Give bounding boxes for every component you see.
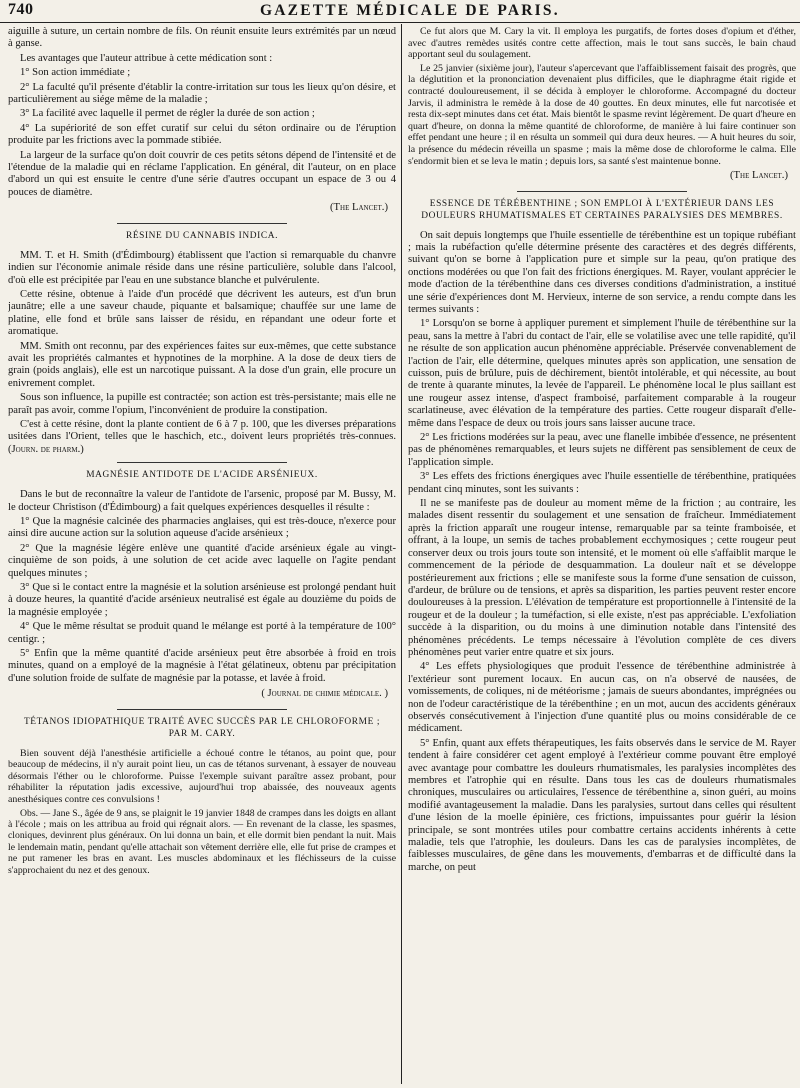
paragraph: On sait depuis longtemps que l'huile essentielle de térébenthine est un topique rubéfiant ; mais la rubéfaction qu'elle détermine présente des caractères et des degrés différents, suivant qu'on se borne à l'application pure et simple sur la peau, qu'on pratique des onctions modérées ou que l'on fait des frictions énergiques. M. Rayer, voulant apprécier le mode d'action de la térébenthine dans ces diverses conditions d'administration, a institué une série d'expériences dont M. Hervieux, interne de son service, a rendu compte dans les termes suivants : <box>408 229 796 315</box>
paragraph: Dans le but de reconnaître la valeur de l'antidote de l'arsenic, proposé par M. Bussy, M. le docteur Christison (d'Édimbourg) a fait quelques expériences desquelles il résulte : <box>8 489 396 513</box>
paragraph: Le 25 janvier (sixième jour), l'auteur s'apercevant que l'affaiblissement faisait des progrès, que la déglutition et la prononciation devenaient plus difficiles, que le diaphragme était rigide et contracté douloureusement, il se décida à employer le chloroforme. Accompagné du docteur Jarvis, il administra le remède à la dose de 40 gouttes. En deux minutes, elle fut narcotisée et resta dix-sept minutes dans cet état. Mais bientôt le spasme revint légèrement. De quart d'heure en quart d'heure, on donna la même quantité de chloroforme, de manière à lui faire continuer son effet pendant une heure ; il en résulta un sommeil qui dura deux heures. — A huit heures du soir, la présence du médecin réveilla un spasme ; mais la même dose de chloroforme le calma. Elle s'endormit bien et se leva le matin ; depuis lors, sa santé s'est maintenue bonne. <box>408 62 796 167</box>
section-separator <box>117 709 287 710</box>
source-citation: (The Lancet.) <box>330 202 388 214</box>
section-heading: RÉSINE DU CANNABIS INDICA. <box>125 230 279 241</box>
header-rule <box>0 22 800 23</box>
list-item: 5° Enfin que la même quantité d'acide arsénieux peut être absorbée à froid en trois minutes, quand on a employé de la magnésie à l'état gélatineux, obtenu par précipitation d'une solution froide de sulfate de magnésie par la potasse, et lavée à froid. <box>8 648 396 684</box>
list-item: 4° Les effets physiologiques que produit l'essence de térébenthine administrée à l'extérieur sont purement locaux. En aucun cas, on n'a observé de nausées, de vomissements, de coliques, ni de météorisme ; jamais de sueurs abondantes, imprégnées ou non de l'odeur caractéristique de la térébenthine ; en un mot, aucun des accidents généraux observés consécutivement à l'injection d'une quantité plus ou moins considérable de ce médicament. <box>408 661 796 735</box>
list-item: 1° Lorsqu'on se borne à appliquer purement et simplement l'huile de térébenthine sur la peau, sans la mettre à l'abri du contact de l'air, elle se volatilise avec une telle rapidité, qu'il ne résulte de son application aucun phénomène appréciable. Préservée convenablement de l'action de l'air, elle détermine, quelques minutes après son application, une sensation de cuisson, puis de brûlure, puis de déchirement, bientôt intolérable, et qui nécessite, au bout de trente à quarante minutes, la levée de l'appareil. Le phénomène local le plus saillant est une rougeur assez intense, d'aspect framboisé, parfaitement comparable à la rougeur scarlatineuse, avec élévation de la température des parties. Cette rougeur disparaît d'elle-même dans l'espace de deux ou trois jours sans laisser aucune trace. <box>408 318 796 429</box>
paragraph: Bien souvent déjà l'anesthésie artificielle a échoué contre le tétanos, au point que, pour beaucoup de médecins, il n'y aurait point lieu, un cas de tétanos survenant, à essayer de nouveau désormais l'éther ou le chloroforme. Puisse l'exemple suivant paraître assez probant, pour réhabiliter la réputation jadis excessive, aujourd'hui trop abaissée, des nouveaux agents anesthésiques contre ces convulsions ! <box>8 747 396 806</box>
list-item: 2° Que la magnésie légère enlève une quantité d'acide arsénieux égale au vingt-cinquième de son poids, à une solution de cet acide avec laquelle on l'agite pendant quelques minutes ; <box>8 542 396 579</box>
paragraph: La largeur de la surface qu'on doit couvrir de ces petits sétons dépend de l'intensité et de l'étendue de la maladie qui en réclame l'application. En général, dit l'auteur, on en place d'abord un qui est ensuite le centre d'une série d'autres occupant un espace de 3 ou 4 pouces de diamètre. <box>8 149 396 198</box>
paragraph: aiguille à suture, un certain nombre de fils. On réunit ensuite leurs extrémités par un nœud à ganse. <box>8 26 396 50</box>
source-citation: (The Lancet.) <box>730 170 788 182</box>
list-item: 3° La facilité avec laquelle il permet de régler la durée de son action ; <box>20 108 315 120</box>
page-header <box>0 0 800 22</box>
paragraph: Sous son influence, la pupille est contractée; son action est très-persistante; mais elle ne paraît pas avoir, comme l'opium, l'inconvénient de produire la constipation. <box>8 392 396 416</box>
source-citation: ( Journal de chimie médicale. ) <box>261 688 388 700</box>
paragraph: MM. T. et H. Smith (d'Édimbourg) établissent que l'action si remarquable du chanvre indien sur l'économie animale réside dans une résine particulière, soluble dans l'alcool, d'où elle est précipitée par l'eau en une substance blanche et pulvérulente. <box>8 249 396 286</box>
list-item: 3° Que si le contact entre la magnésie et la solution arsénieuse est prolongé pendant huit à douze heures, la quantité d'acide arsénieux neutralisé est égale au douzième du poids de la magnésie employée ; <box>8 582 396 618</box>
list-item: 1° Son action immédiate ; <box>20 67 131 79</box>
list-item: 4° Que le même résultat se produit quand le mélange est porté à la température de 100° centigr. ; <box>8 621 396 645</box>
paragraph: Les avantages que l'auteur attribue à cette médication sont : <box>20 52 273 64</box>
list-item: 4° La supériorité de son effet curatif sur celui du séton ordinaire ou de l'éruption produite par les frictions avec la pommade stibiée. <box>8 122 396 147</box>
paragraph <box>8 419 396 456</box>
list-item: 2° La faculté qu'il présente d'établir la contre-irritation sur tous les lieux qu'on désire, et particulièrement au siége même de la maladie ; <box>8 81 396 106</box>
left-column <box>8 26 396 1084</box>
section-byline: PAR M. CARY. <box>168 728 236 739</box>
paragraph: MM. Smith ont reconnu, par des expériences faites sur eux-mêmes, que cette substance avait les propriétés calmantes et hypnotines de la morphine. A la dose de deux tiers de grain (poids anglais), elle est un narcotique puissant. A la dose d'un grain, elle procure un enivrement complet. <box>8 340 396 389</box>
paragraph: Ce fut alors que M. Cary la vit. Il employa les purgatifs, de fortes doses d'opium et d'éther, avec d'autres remèdes usités contre cette affection, mais le tout sans succès, le bain chaud apportant seul du soulagement. <box>408 26 796 61</box>
section-heading: ESSENCE DE TÉRÉBENTHINE ; SON EMPLOI À L'EXTÉRIEUR DANS LES DOULEURS RHUMATISMALES ET CERTAINES PARALYSIES DES MEMBRES. <box>421 198 783 221</box>
section-separator <box>117 223 287 224</box>
list-item: 3° Les effets des frictions énergiques avec l'huile essentielle de térébenthine, pratiquées pendant cinq minutes, sont les suivants : <box>408 471 796 495</box>
section-heading: MAGNÉSIE ANTIDOTE DE L'ACIDE ARSÉNIEUX. <box>86 470 318 481</box>
page-number: 740 <box>8 1 34 18</box>
observation-paragraph: Obs. — Jane S., âgée de 9 ans, se plaignit le 19 janvier 1848 de crampes dans les doigts en allant à l'école ; mais on les attribua au froid qui régnait alors. — En revenant de la classe, les spasmes, cloniques, devinrent plus généraux. On lui donna un bain, et elle dormit bien pendant la nuit. Mais le lendemain matin, pendant qu'elle attachait son vêtement derrière elle, elle fut prise de crampes et ne put ramener les bras en avant. Les muscles abdominaux et les fléchisseurs de la cuisse s'approchaient du nez et des genoux. <box>8 807 396 876</box>
section-separator <box>517 191 687 192</box>
right-column <box>408 26 796 1084</box>
paragraph: Il ne se manifeste pas de douleur au moment même de la friction ; au contraire, les malades disent ressentir du soulagement et une sensation de fraîcheur. Immédiatement après la friction apparaît une rougeur intense, remarquable par sa teinte framboisée, et offrant, à la loupe, un semis de taches probablement ecchymosiques ; cette rougeur peut conserver deux ou trois jours toute son intensité, et le moment où elle s'affaiblit marque le commencement de la période de desquammation. La douleur naît et se développe postérieurement aux frictions ; elle se manifeste sous la forme d'une sensation de cuisson, d'ardeur, de brûlure ou de tensions, et après sa disparition, les parties peuvent rester encore douloureuses à la pression. L'élévation de température est proportionnelle à l'intensité de la rougeur et de la douleur ; la tuméfaction, si elle existe, n'est pas appréciable. L'exfoliation succède à la disparition, ou du moins à une diminution notable dans l'intensité des phénomènes précédents. Le temps nécessaire à l'évolution complète de ces divers phénomènes peut varier entre quatre et six jours. <box>408 498 796 658</box>
list-item: 2° Les frictions modérées sur la peau, avec une flanelle imbibée d'essence, ne présentent pas de phénomènes remarquables, et leurs sujets ne diffèrent pas sensiblement de ceux de l'application simple. <box>408 432 796 468</box>
section-separator <box>117 462 287 463</box>
column-divider <box>401 24 402 1084</box>
journal-title: GAZETTE MÉDICALE DE PARIS. <box>260 2 560 19</box>
paragraph: Cette résine, obtenue à l'aide d'un procédé que décrivent les auteurs, est d'un brun jaunâtre; elle a une saveur chaude, piquante et balsamique; chauffée sur une lame de platine, elle fond et brûle sans laisser de résidu, en répandant une odeur forte et aromatique. <box>8 288 396 338</box>
list-item: 5° Enfin, quant aux effets thérapeutiques, les faits observés dans le service de M. Rayer tendent à faire considérer cet agent employé à l'extérieur comme pouvant être employé avec avantage pour combattre les douleurs rhumatismales, les paralysies incomplètes des membres et l'atrophie qui en résulte. Dans tous les cas de douleurs rhumatismales chroniques, musculaires ou articulaires, l'essence de térébenthine a, sinon guéri, au moins modifié avantageusement la maladie. Dans les paralysies, surtout dans celles qui résultent d'une lésion de la moelle épinière, ces frictions, impuissantes pour guérir la lésion principale, se sont montrées utiles pour combattre certains accidents inhérents à cette maladie, tels que l'atrophie, les douleurs. Dans les cas de paralysies incomplètes, de faiblesses musculaires, de gêne dans les mouvements, d'embarras et de difficulté dans la marche, on peut <box>408 737 796 873</box>
source-citation: (Journ. de pharm.) <box>8 443 84 455</box>
list-item: 1° Que la magnésie calcinée des pharmacies anglaises, qui est très-douce, n'exerce pour ainsi dire aucune action sur la solution aqueuse d'acide arsénieux ; <box>8 516 396 540</box>
paragraph-text: C'est à cette résine, dont la plante contient de 6 à 7 p. 100, que les diverses préparations usitées dans l'Orient, telles que le haschich, etc., doivent leurs propriétés très-connues. <box>8 418 396 443</box>
section-heading: TÉTANOS IDIOPATHIQUE TRAITÉ AVEC SUCCÈS PAR LE CHLOROFORME ; <box>23 716 381 727</box>
